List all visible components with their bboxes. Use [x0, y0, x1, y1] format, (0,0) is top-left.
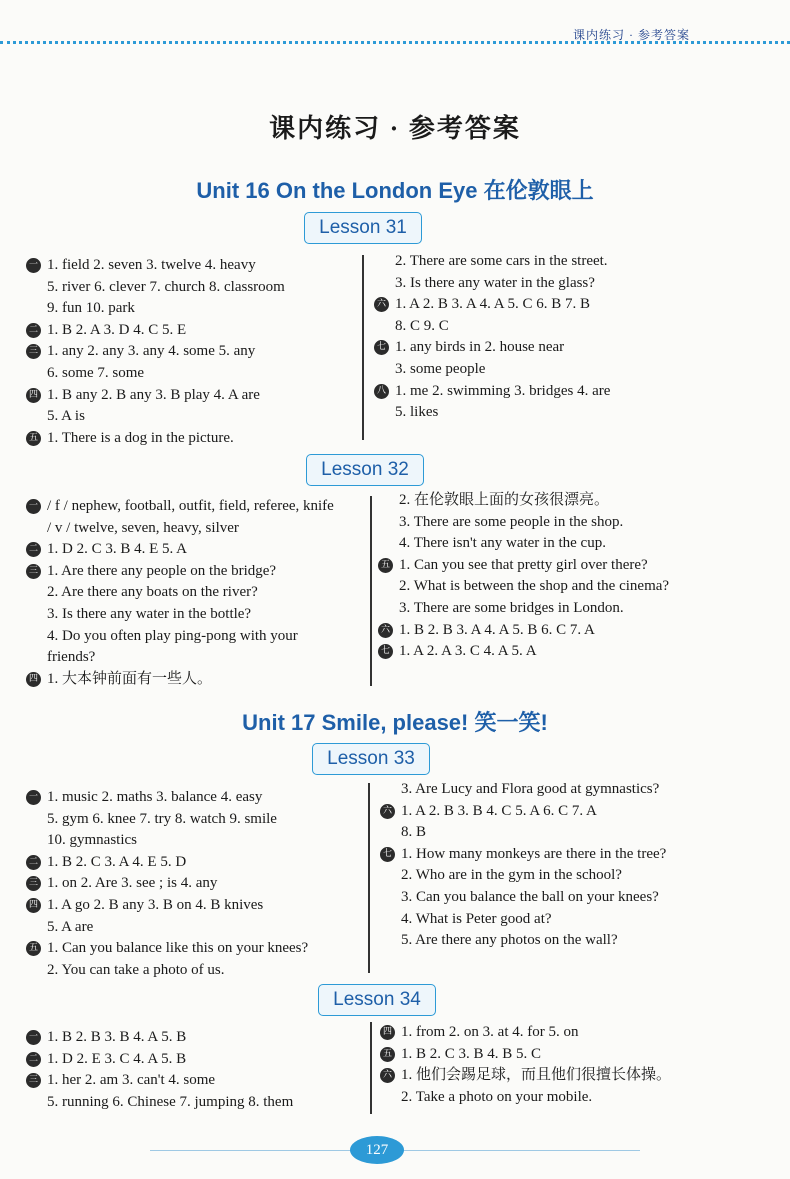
column-divider: [368, 783, 370, 973]
section-number-badge: 一: [26, 1030, 41, 1045]
s31-right-col: [374, 251, 774, 424]
answer-line: [26, 385, 356, 407]
section-number-badge: 二: [26, 1052, 41, 1067]
answer-line: [380, 822, 780, 844]
answer-line: [26, 1049, 371, 1071]
answer-line: [374, 251, 774, 273]
answer-text: 8. C 9. C: [395, 317, 449, 334]
unit-17-title: Unit 17 Smile, please! 笑一笑!: [242, 710, 548, 735]
answer-text: 10. gymnastics: [47, 832, 137, 849]
answer-line: [26, 496, 366, 518]
answer-text: 5. Are there any photos on the wall?: [401, 932, 618, 949]
answer-line: [378, 641, 778, 663]
answer-line: [26, 277, 356, 299]
answer-line: [26, 539, 366, 561]
answer-line: [380, 779, 780, 801]
answer-line: [378, 490, 778, 512]
answer-text: 1. B 2. B 3. A 4. A 5. B 6. C 7. A: [399, 621, 595, 638]
answer-text: 1. There is a dog in the picture.: [47, 429, 234, 446]
answer-text: 9. fun 10. park: [47, 300, 135, 317]
answer-text: 6. some 7. some: [47, 364, 145, 381]
answer-text: 2. You can take a photo of us.: [47, 961, 225, 978]
s33-left-col: [26, 787, 371, 981]
answer-line: [378, 576, 778, 598]
answer-line: [26, 1027, 371, 1049]
section-number-badge: 二: [26, 542, 41, 557]
section-number-badge: 四: [26, 388, 41, 403]
header-dotted-rule: [0, 41, 790, 44]
column-divider: [370, 1022, 372, 1114]
answer-line: [26, 320, 356, 342]
answer-line: [26, 406, 356, 428]
answer-text: 1. me 2. swimming 3. bridges 4. are: [395, 382, 611, 399]
answer-line: [26, 626, 366, 648]
section-number-badge: 八: [374, 384, 389, 399]
section-number-badge: 六: [378, 623, 393, 638]
section-number-badge: 六: [374, 297, 389, 312]
answer-line: [374, 273, 774, 295]
answer-text: 3. Are Lucy and Flora good at gymnastics?: [401, 781, 660, 797]
answer-line: [380, 1087, 780, 1109]
answer-line: [26, 604, 366, 626]
answer-line: [26, 917, 371, 939]
answer-text: 5. running 6. Chinese 7. jumping 8. them: [47, 1093, 294, 1110]
answer-line: [26, 582, 366, 604]
answer-text: 1. music 2. maths 3. balance 4. easy: [47, 789, 263, 805]
answer-text: 2. Who are in the gym in the school?: [401, 867, 622, 884]
answer-line: [26, 341, 356, 363]
s34-right-col: [380, 1022, 780, 1108]
answer-line: [380, 801, 780, 823]
answer-text: 1. her 2. am 3. can't 4. some: [47, 1072, 216, 1089]
answer-text: 2. 在伦敦眼上面的女孩很漂亮。: [399, 492, 610, 508]
answer-line: [26, 255, 356, 277]
answer-text: 3. Is there any water in the glass?: [395, 274, 595, 291]
answer-text: 1. B any 2. B any 3. B play 4. A are: [47, 386, 260, 403]
answer-line: [26, 428, 356, 450]
answer-line: [26, 895, 371, 917]
section-number-badge: 三: [26, 344, 41, 359]
section-number-badge: 一: [26, 790, 41, 805]
section-number-badge: 五: [378, 558, 393, 573]
section-number-badge: 二: [26, 323, 41, 338]
answer-line: [380, 865, 780, 887]
answer-line: [380, 1022, 780, 1044]
section-number-badge: 三: [26, 876, 41, 891]
section-number-badge: 四: [380, 1025, 395, 1040]
answer-text: 1. D 2. E 3. C 4. A 5. B: [47, 1050, 187, 1067]
answer-text: / f / nephew, football, outfit, field, referee, knife: [47, 498, 334, 514]
answer-line: [26, 938, 371, 960]
section-number-badge: 五: [26, 431, 41, 446]
answer-line: [26, 809, 371, 831]
answer-line: [26, 873, 371, 895]
answer-line: [374, 359, 774, 381]
answer-text: 1. from 2. on 3. at 4. for 5. on: [401, 1024, 579, 1040]
answer-line: [378, 620, 778, 642]
answer-line: [380, 887, 780, 909]
answer-line: [374, 294, 774, 316]
answer-text: 3. There are some people in the shop.: [399, 513, 624, 530]
answer-line: [380, 1065, 780, 1087]
answer-text: 1. any birds in 2. house near: [395, 339, 565, 356]
answer-line: [374, 337, 774, 359]
column-divider: [370, 496, 372, 686]
section-number-badge: 四: [26, 672, 41, 687]
answer-text: 1. field 2. seven 3. twelve 4. heavy: [47, 257, 256, 273]
answer-text: 1. 大本钟前面有一些人。: [47, 670, 213, 687]
answer-line: [26, 647, 366, 669]
answer-line: [26, 298, 356, 320]
answer-text: 5. A are: [47, 918, 94, 935]
answer-text: 1. A 2. A 3. C 4. A 5. A: [399, 643, 537, 660]
answer-text: 1. D 2. C 3. B 4. E 5. A: [47, 541, 188, 558]
answer-text: 1. Can you balance like this on your knees?: [47, 940, 309, 957]
answer-line: [26, 669, 366, 691]
answer-text: 1. on 2. Are 3. see ; is 4. any: [47, 875, 218, 892]
section-number-badge: 三: [26, 1073, 41, 1088]
answer-text: 8. B: [401, 824, 427, 841]
answer-text: 5. river 6. clever 7. church 8. classroom: [47, 278, 285, 295]
s31-left-col: [26, 255, 356, 449]
answer-text: 1. Can you see that pretty girl over there?: [399, 556, 648, 573]
answer-line: [26, 363, 356, 385]
section-number-badge: 七: [380, 847, 395, 862]
section-number-badge: 六: [380, 804, 395, 819]
page-number: 127: [350, 1136, 404, 1164]
answer-text: 1. 他们会踢足球，而且他们很擅长体操。: [401, 1067, 672, 1084]
s33-right-col: [380, 779, 780, 952]
section-number-badge: 五: [380, 1047, 395, 1062]
answer-line: [378, 555, 778, 577]
answer-line: [378, 598, 778, 620]
s32-left-col: [26, 496, 366, 690]
answer-text: 1. any 2. any 3. any 4. some 5. any: [47, 343, 256, 360]
answer-line: [380, 844, 780, 866]
answer-text: 3. There are some bridges in London.: [399, 599, 624, 616]
section-number-badge: 七: [374, 340, 389, 355]
answer-text: 5. gym 6. knee 7. try 8. watch 9. smile: [47, 810, 277, 827]
unit-16-title: Unit 16 On the London Eye 在伦敦眼上: [196, 178, 594, 203]
answer-line: [26, 787, 371, 809]
answer-text: 5. likes: [395, 404, 439, 421]
answer-line: [374, 402, 774, 424]
s32-right-col: [378, 490, 778, 663]
answer-text: 3. some people: [395, 360, 486, 377]
section-number-badge: 三: [26, 564, 41, 579]
page-title: 课内练习 · 参考答案: [269, 114, 521, 143]
answer-text: 4. Do you often play ping-pong with your: [47, 627, 298, 644]
section-number-badge: 二: [26, 855, 41, 870]
answer-text: 1. Are there any people on the bridge?: [47, 562, 277, 579]
answer-text: 4. There isn't any water in the cup.: [399, 535, 606, 552]
running-header: 课内练习 · 参考答案: [573, 28, 690, 42]
section-number-badge: 一: [26, 258, 41, 273]
answer-line: [378, 533, 778, 555]
answer-line: [26, 1070, 371, 1092]
answer-text: friends?: [47, 649, 96, 666]
answer-text: 4. What is Peter good at?: [401, 910, 552, 927]
section-number-badge: 五: [26, 941, 41, 956]
section-number-badge: 一: [26, 499, 41, 514]
s34-left-col: [26, 1027, 371, 1113]
answer-line: [26, 830, 371, 852]
answer-line: [374, 316, 774, 338]
answer-line: [374, 381, 774, 403]
answer-text: 1. How many monkeys are there in the tree?: [401, 845, 667, 862]
lesson-31-heading: Lesson 31: [304, 212, 422, 244]
answer-text: 1. B 2. C 3. B 4. B 5. C: [401, 1045, 542, 1062]
section-number-badge: 四: [26, 898, 41, 913]
answer-line: [26, 561, 366, 583]
answer-line: [380, 1044, 780, 1066]
answer-line: [378, 512, 778, 534]
lesson-34-heading: Lesson 34: [318, 984, 436, 1016]
answer-line: [26, 1092, 371, 1114]
answer-line: [26, 518, 366, 540]
answer-text: 2. Take a photo on your mobile.: [401, 1088, 593, 1105]
answer-text: 1. B 2. A 3. D 4. C 5. E: [47, 321, 187, 338]
answer-text: 3. Can you balance the ball on your knees?: [401, 888, 659, 905]
answer-text: 5. A is: [47, 408, 85, 425]
answer-text: 3. Is there any water in the bottle?: [47, 605, 252, 622]
answer-line: [380, 909, 780, 931]
answer-text: 1. B 2. B 3. B 4. A 5. B: [47, 1029, 187, 1045]
answer-line: [26, 852, 371, 874]
answer-line: [380, 930, 780, 952]
answer-text: 2. What is between the shop and the cinema?: [399, 578, 670, 595]
answer-text: 1. A 2. B 3. A 4. A 5. C 6. B 7. B: [395, 296, 591, 313]
section-number-badge: 七: [378, 644, 393, 659]
answer-text: 2. Are there any boats on the river?: [47, 584, 258, 601]
lesson-33-heading: Lesson 33: [312, 743, 430, 775]
answer-line: [26, 960, 371, 982]
section-number-badge: 六: [380, 1068, 395, 1083]
answer-text: 1. B 2. C 3. A 4. E 5. D: [47, 853, 187, 870]
answer-text: 2. There are some cars in the street.: [395, 253, 608, 269]
answer-text: 1. A 2. B 3. B 4. C 5. A 6. C 7. A: [401, 802, 597, 819]
answer-text: / v / twelve, seven, heavy, silver: [47, 519, 239, 536]
lesson-32-heading: Lesson 32: [306, 454, 424, 486]
column-divider: [362, 255, 364, 440]
answer-text: 1. A go 2. B any 3. B on 4. B knives: [47, 896, 264, 913]
